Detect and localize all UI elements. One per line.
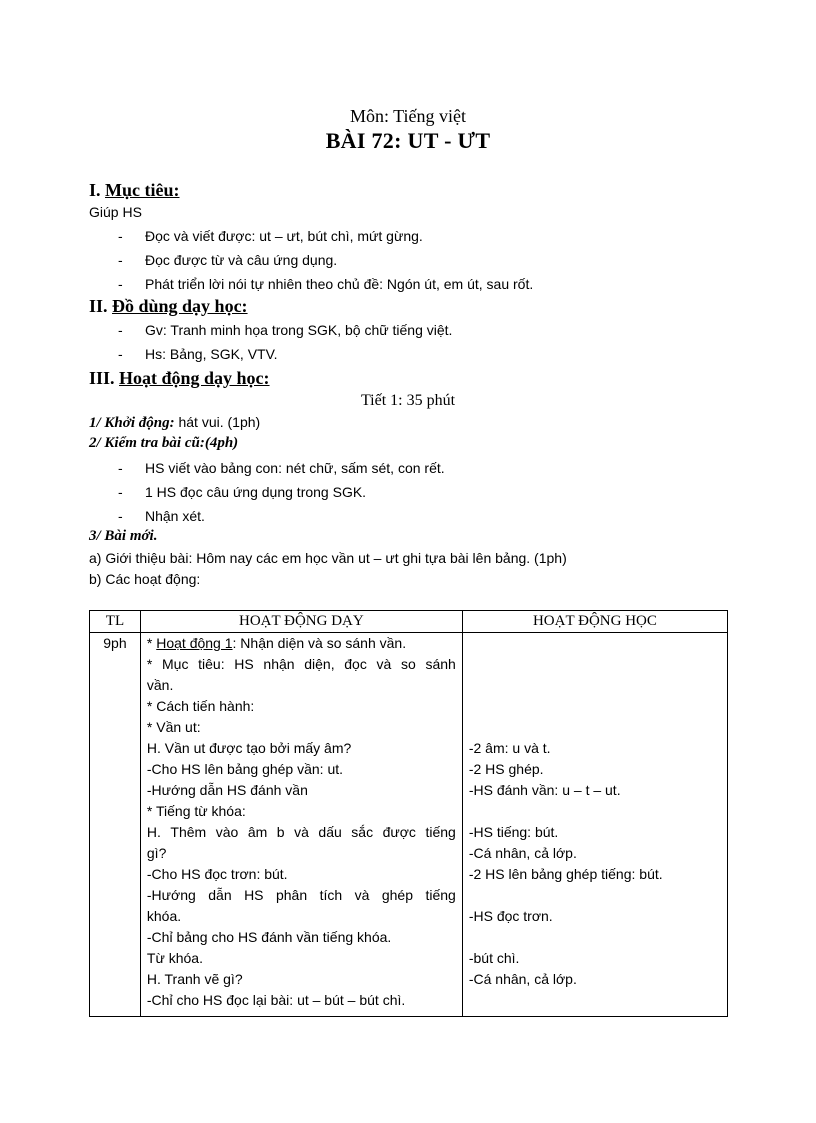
student-line: -Cá nhân, cả lớp. [468, 971, 577, 987]
time-value: 9ph [103, 635, 127, 651]
student-line: -Cá nhân, cả lớp. [468, 845, 577, 861]
step2-heading: 2/ Kiểm tra bài cũ:(4ph) [89, 435, 239, 451]
bullet-marker: - [118, 228, 123, 244]
time-cell [90, 633, 141, 1017]
table-header-row [90, 611, 728, 633]
objective-item: Đọc và viết được: ut – ưt, bút chì, mứt gừng. [145, 228, 423, 244]
section-objectives-heading: I. Mục tiêu: [89, 180, 180, 200]
student-activity [463, 633, 727, 1016]
teacher-line: -Chỉ cho HS đọc lại bài: ut – bút – bút chì. [146, 992, 406, 1008]
teacher-line: * Tiếng từ khóa: [146, 803, 246, 819]
activity-table [89, 610, 728, 1017]
teacher-line: -Chỉ bảng cho HS đánh vần tiếng khóa. [146, 929, 392, 945]
student-line: -HS đánh vần: u – t – ut. [468, 782, 621, 798]
teacher-cell [140, 633, 462, 1017]
student-line: -2 HS ghép. [468, 761, 544, 777]
column-header-student: HOẠT ĐỘNG HỌC [462, 611, 727, 633]
review-item: 1 HS đọc câu ứng dụng trong SGK. [145, 484, 367, 500]
student-cell [462, 633, 727, 1017]
review-item: HS viết vào bảng con: nét chữ, sấm sét, con rết. [145, 460, 445, 476]
student-line: -HS tiếng: bút. [468, 824, 559, 840]
teacher-line: * Cách tiến hành: [146, 698, 255, 714]
material-item: Hs: Bảng, SGK, VTV. [145, 346, 278, 362]
review-item: Nhận xét. [145, 508, 205, 524]
table-row [90, 633, 728, 1017]
column-header-time: TL [90, 611, 141, 633]
bullet-marker: - [118, 346, 123, 362]
bullet-marker: - [118, 508, 123, 524]
step3-heading: 3/ Bài mới. [89, 528, 158, 544]
objective-item: Đọc được từ và câu ứng dụng. [145, 252, 338, 268]
bullet-marker: - [118, 252, 123, 268]
period-label: Tiết 1: 35 phút [360, 392, 456, 409]
material-item: Gv: Tranh minh họa trong SGK, bộ chữ tiếng việt. [145, 322, 453, 338]
teacher-line: -Cho HS đọc trơn: bút. [146, 866, 288, 882]
student-line: -2 âm: u và t. [468, 740, 551, 756]
step3-intro: a) Giới thiệu bài: Hôm nay các em học vần ut – ưt ghi tựa bài lên bảng. (1ph) [89, 550, 567, 566]
teacher-line: H. Vần ut được tạo bởi mấy âm? [146, 740, 352, 756]
teacher-line: * Vần ut: [146, 719, 201, 735]
teacher-line: * Mục tiêu: HS nhận diện, đọc và so sánh [146, 656, 456, 672]
section-materials-heading: II. Đồ dùng dạy học: [89, 296, 248, 316]
section-activities-heading: III. Hoạt động dạy học: [89, 368, 270, 388]
teacher-line: khóa. [146, 908, 182, 924]
teacher-activity [141, 633, 462, 1016]
bullet-marker: - [118, 322, 123, 338]
student-line: -HS đọc trơn. [468, 908, 553, 924]
bullet-marker: - [118, 484, 123, 500]
student-line: -2 HS lên bảng ghép tiếng: bút. [468, 866, 663, 882]
bullet-marker: - [118, 460, 123, 476]
objective-item: Phát triển lời nói tự nhiên theo chủ đề: Ngón út, em út, sau rốt. [145, 276, 534, 292]
teacher-line: H. Thêm vào âm b và dấu sắc được tiếng [146, 824, 456, 840]
teacher-line: -Hướng dẫn HS đánh vần [146, 782, 308, 798]
teacher-line: gì? [146, 845, 167, 861]
teacher-line: * Hoạt động 1: Nhận diện và so sánh vần. [146, 635, 407, 651]
objectives-intro: Giúp HS [89, 204, 142, 220]
bullet-marker: - [118, 276, 123, 292]
teacher-line: vần. [146, 677, 174, 693]
column-header-teacher: HOẠT ĐỘNG DẠY [140, 611, 462, 633]
step1-line: 1/ Khởi động: hát vui. (1ph) [89, 414, 261, 431]
lesson-title: BÀI 72: UT - ƯT [325, 128, 491, 153]
teacher-line: Từ khóa. [146, 950, 203, 966]
student-line: -bút chì. [468, 950, 520, 966]
step3-activities: b) Các hoạt động: [89, 571, 201, 587]
teacher-line: H. Tranh vẽ gì? [146, 971, 243, 987]
teacher-line: -Hướng dẫn HS phân tích và ghép tiếng [146, 887, 456, 903]
subject-line: Môn: Tiếng việt [349, 106, 467, 126]
teacher-line: -Cho HS lên bảng ghép vần: ut. [146, 761, 344, 777]
